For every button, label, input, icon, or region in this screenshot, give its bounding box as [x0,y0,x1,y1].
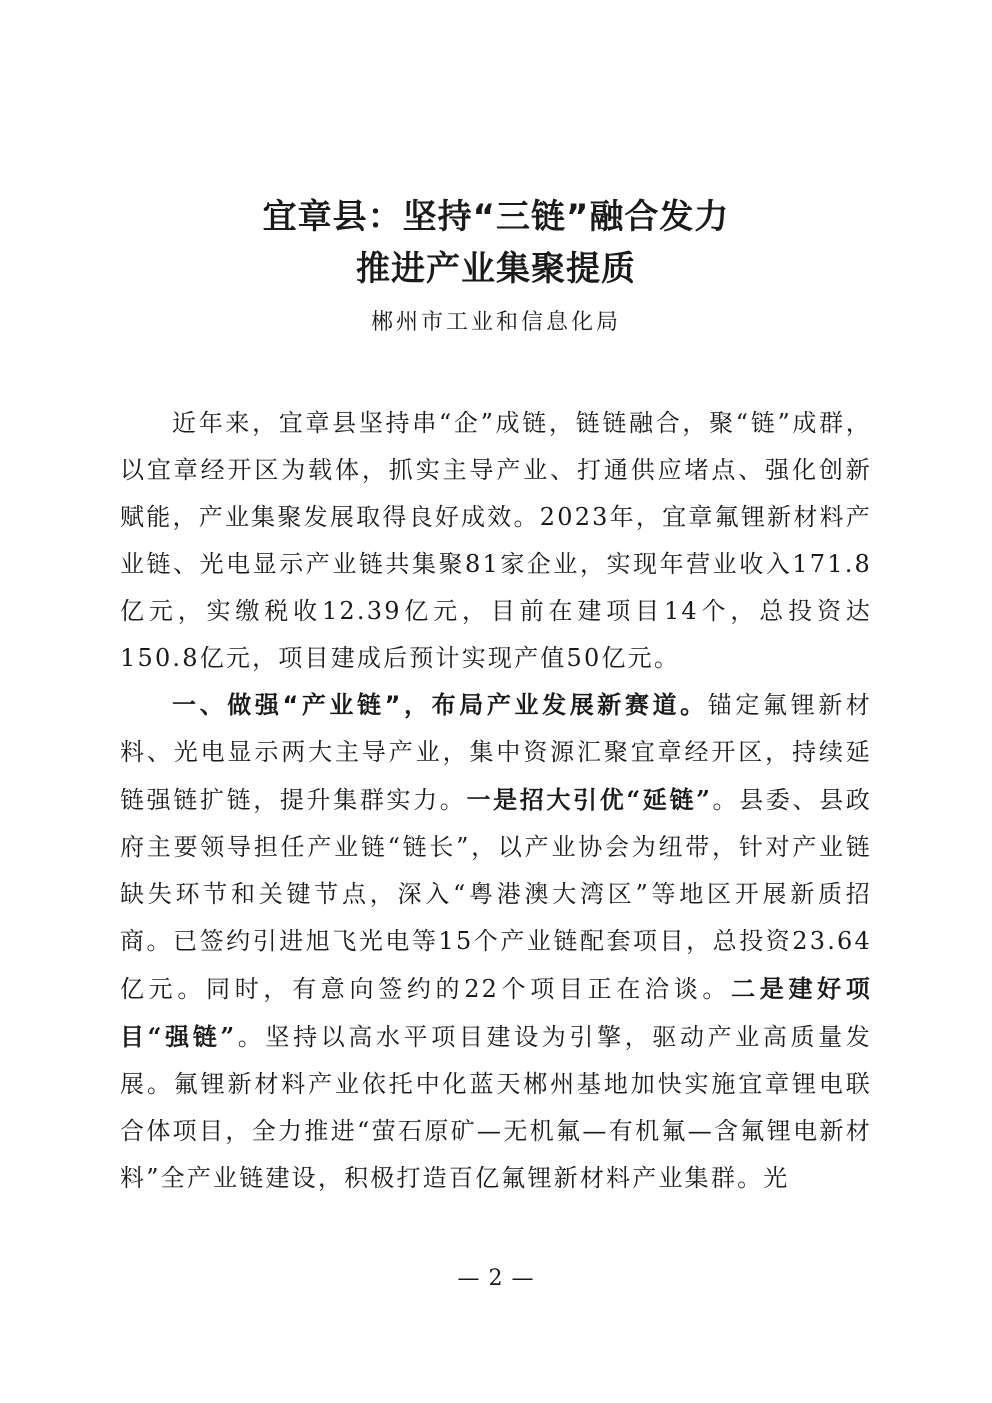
page-number: — 2 — [457,1266,535,1291]
document-title-line-2: 推进产业集聚提质 [356,249,636,289]
point-text-1: 。县委、县政府主要领导担任产业链“链长”，以产业协会为纽带，针对产业链缺失环节和关键节点，深入“粤港澳大湾区”等地区开展新质招商。已签约引进旭飞光电等15个产业链配套项目，总投资23.64亿元。同时，有意向签约的22个项目正在洽谈。 [120,786,873,1003]
document-title-line-1: 宜章县：坚持“三链”融合发力 [262,197,730,237]
section-heading: 一、做强“产业链”，布局产业发展新赛道。 [172,691,708,719]
document-body [120,400,872,1202]
section-text: 锚定氟锂新材料、光电显示两大主导产业，集中资源汇聚宜章经开区，持续延链强链扩链，提升集群实力。 [120,691,872,814]
point-heading-1: 一是招大引优“延链” [466,785,713,814]
document-author: 郴州市工业和信息化局 [370,310,621,335]
point-text-2: 。坚持以高水平项目建设为引擎，驱动产业高质量发展。氟锂新材料产业依托中化蓝天郴州基地加快实施宜章锂电联合体项目，全力推进“萤石原矿—无机氟—有机氟—含氟锂电新材料”全产业链建设，积极打造百亿氟锂新材料产业集群。光 [120,1023,872,1192]
point-heading-2: 二是建好项目“强链” [120,974,873,1051]
paragraph-intro: 近年来，宜章县坚持串“企”成链，链链融合，聚“链”成群，以宜章经开区为载体，抓实主导产业、打通供应堵点、强化创新赋能，产业集聚发展取得良好成效。2023年，宜章氟锂新材料产业链、光电显示产业链共集聚81家企业，实现年营业收入171.8亿元，实缴税收12.39亿元，目前在建项目14个，总投资达150.8亿元，项目建成后预计实现产值50亿元。 [120,409,872,672]
paragraph-section-1 [120,682,872,1202]
